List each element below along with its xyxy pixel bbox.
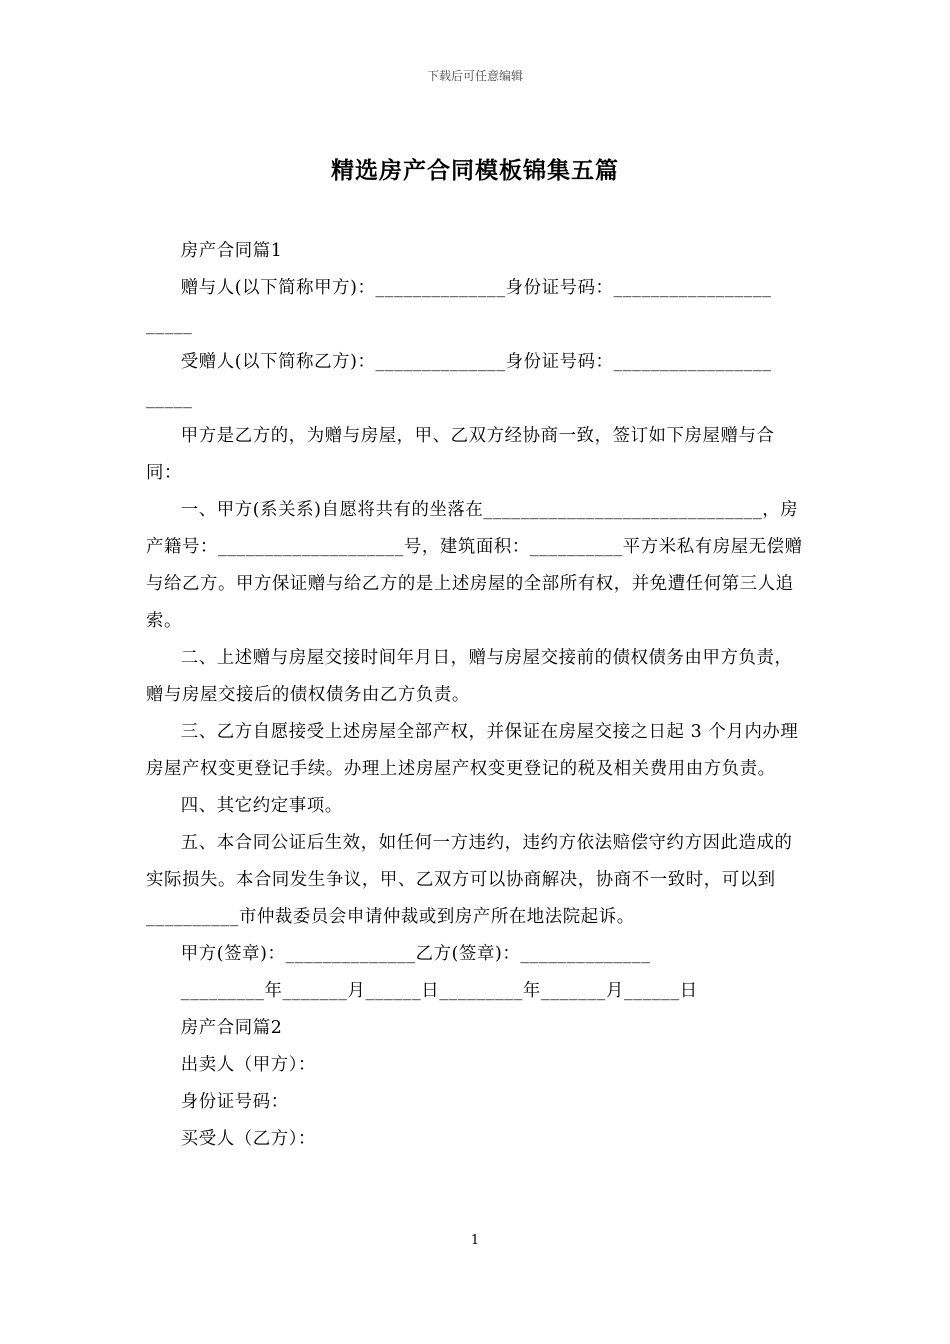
recipient-id-continuation: _____ <box>146 389 193 409</box>
seller-id-line: 身份证号码： <box>180 1092 289 1112</box>
section-heading-2: 房产合同篇2 <box>180 1018 283 1038</box>
recipient-line: 受赠人(以下简称乙方)：______________身份证号码：_________________ <box>180 352 772 372</box>
page-number: 1 <box>470 1233 480 1248</box>
preamble-paragraph: 甲方是乙方的，为赠与房屋，甲、乙双方经协商一致，签订如下房屋赠与合同： <box>146 426 775 483</box>
buyer-line: 买受人（乙方）： <box>180 1129 317 1149</box>
clause-4: 四、其它约定事项。 <box>180 796 343 816</box>
clause-1: 一、甲方(系关系)自愿将共有的坐落在______________________________，房产籍号：____________________号，建筑面积：__________平方米私有房屋无偿赠与给乙方。甲方保证赠与给乙方的是上述房屋的全部所有权，并免遭任何第三人追索。 <box>146 500 803 631</box>
document-body <box>146 233 809 1158</box>
header-note: 下载后可任意编辑 <box>426 69 523 83</box>
document-title: 精选房产合同模板锦集五篇 <box>331 157 619 184</box>
clause-5: 五、本合同公证后生效，如任何一方违约，违约方依法赔偿守约方因此造成的实际损失。本合同发生争议，甲、乙双方可以协商解决，协商不一致时，可以到__________市仲裁委员会申请仲裁或到房产所在地法院起诉。 <box>146 833 793 927</box>
donor-line: 赠与人(以下简称甲方)：______________身份证号码：_________________ <box>180 278 772 298</box>
section-heading-1: 房产合同篇1 <box>180 241 283 261</box>
clause-2: 二、上述赠与房屋交接时间年月日，赠与房屋交接前的债权债务由甲方负责，赠与房屋交接后的债权债务由乙方负责。 <box>146 648 793 705</box>
seller-line: 出卖人（甲方）： <box>180 1055 317 1075</box>
signature-line: 甲方(签章)：______________乙方(签章)：______________ <box>180 944 651 964</box>
donor-id-continuation: _____ <box>146 315 193 335</box>
date-line: _________年_______月______日_________年_______月______日 <box>180 981 698 1001</box>
clause-3: 三、乙方自愿接受上述房屋全部产权，并保证在房屋交接之日起 3 个月内办理房屋产权变更登记手续。办理上述房屋产权变更登记的税及相关费用由方负责。 <box>146 722 799 779</box>
